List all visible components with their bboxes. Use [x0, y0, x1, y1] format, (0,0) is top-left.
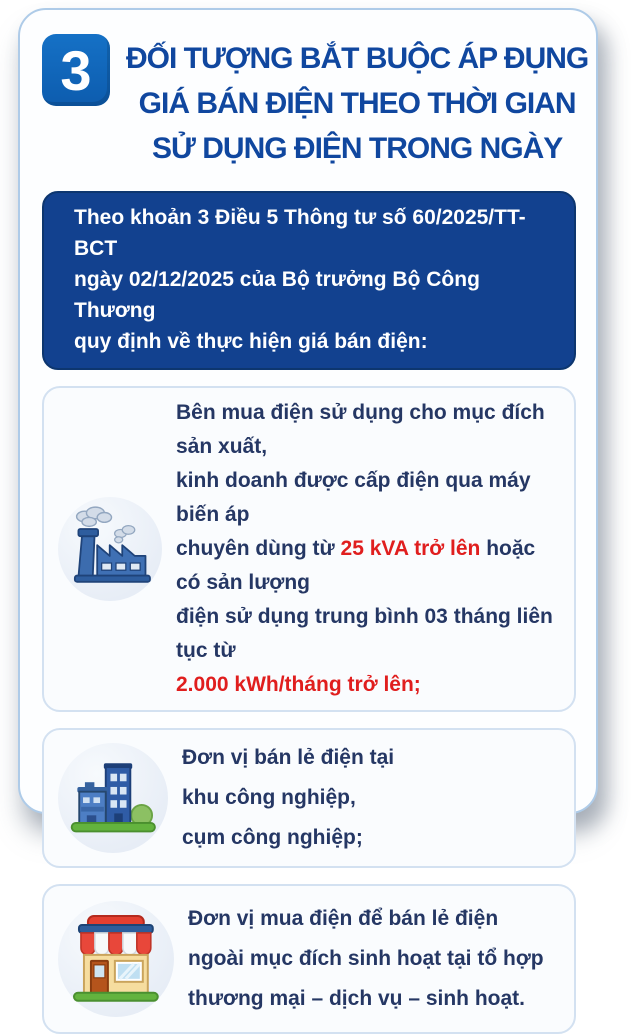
card-industrial-zone-retailer	[42, 728, 576, 868]
text-line: chuyên dùng từ 25 kVA trở lên hoặc có sản lượng	[176, 537, 536, 594]
text-line: ĐỐI TƯỢNG BẮT BUỘC ÁP ĐỤNG	[126, 42, 589, 75]
text-line: cụm công nghiệp;	[182, 826, 363, 849]
factory-icon	[65, 504, 154, 593]
text-line: 2.000 kWh/tháng trở lên;	[176, 673, 421, 696]
text-line: SỬ DỤNG ĐIỆN TRONG NGÀY	[152, 132, 563, 165]
legal-reference-box	[42, 191, 576, 370]
text-line: GIÁ BÁN ĐIỆN THEO THỜI GIAN	[138, 87, 576, 120]
page-title	[126, 34, 588, 171]
icon-circle	[58, 743, 168, 853]
card-production-business	[42, 386, 576, 712]
section-number-badge	[42, 34, 110, 106]
card-text	[176, 396, 560, 702]
text-line: khu công nghiệp,	[182, 786, 356, 809]
text-line: Đơn vị mua điện để bán lẻ điện	[188, 907, 499, 930]
card-text	[182, 738, 394, 858]
header	[42, 34, 589, 171]
text-line: Bên mua điện sử dụng cho mục đích sản xuất,	[176, 401, 545, 458]
text-line: ngoài mục đích sinh hoạt tại tổ hợp	[188, 947, 544, 970]
text-line: Theo khoản 3 Điều 5 Thông tư số 60/2025/TT-BCT	[74, 206, 526, 260]
store-icon	[66, 909, 166, 1009]
text-line: điện sử dụng trung bình 03 tháng liên tục từ	[176, 605, 553, 662]
text-line: kinh doanh được cấp điện qua máy biến áp	[176, 469, 531, 526]
card-commercial-complex	[42, 884, 576, 1034]
icon-circle	[58, 901, 174, 1017]
section-number: 3	[60, 38, 92, 102]
infographic-card	[18, 8, 598, 1010]
card-text	[188, 899, 544, 1019]
text-line: thương mại – dịch vụ – sinh hoạt.	[188, 987, 526, 1010]
icon-circle	[58, 497, 162, 601]
buildings-icon	[66, 751, 161, 846]
text-line: ngày 02/12/2025 của Bộ trưởng Bộ Công Thương	[74, 268, 480, 322]
text-line: quy định về thực hiện giá bán điện:	[74, 330, 428, 353]
text-line: Đơn vị bán lẻ điện tại	[182, 746, 395, 769]
